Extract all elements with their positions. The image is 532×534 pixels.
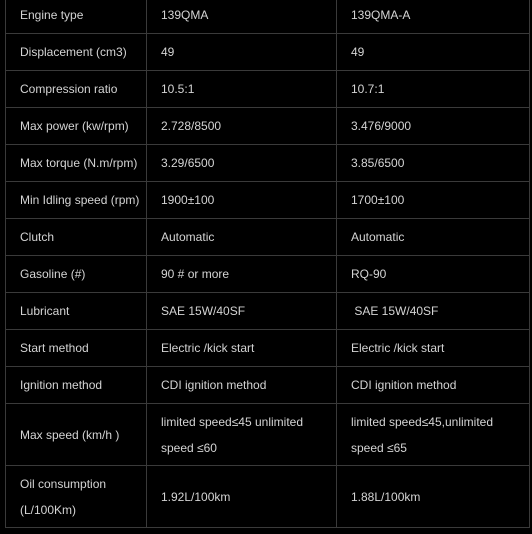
table-row: [6, 0, 530, 34]
cell-139qma-a: RQ-90: [337, 256, 530, 293]
row-label: Displacement (cm3): [6, 34, 147, 71]
cell-139qma: Electric /kick start: [147, 330, 337, 367]
table-row: [6, 219, 530, 256]
table-row: [6, 108, 530, 145]
cell-139qma-a: Automatic: [337, 219, 530, 256]
row-label: Max torque (N.m/rpm): [6, 145, 147, 182]
table-row: [6, 293, 530, 330]
table-row: [6, 182, 530, 219]
table-row: [6, 145, 530, 182]
row-label: Lubricant: [6, 293, 147, 330]
row-label: Max speed (km/h ): [6, 404, 147, 466]
row-label: Min Idling speed (rpm): [6, 182, 147, 219]
cell-139qma-a: [337, 293, 530, 330]
cell-139qma: limited speed≤45 unlimited speed ≤60: [147, 404, 337, 466]
cell-139qma-a: 3.476/9000: [337, 108, 530, 145]
cell-139qma: 3.29/6500: [147, 145, 337, 182]
cell-139qma: CDI ignition method: [147, 367, 337, 404]
cell-139qma-a: Electric /kick start: [337, 330, 530, 367]
spec-table: [5, 0, 530, 528]
cell-139qma: Automatic: [147, 219, 337, 256]
table-row: [6, 466, 530, 528]
row-label: Ignition method: [6, 367, 147, 404]
table-row: [6, 404, 530, 466]
row-label: Oil consumption (L/100Km): [6, 466, 147, 528]
cell-139qma: 139QMA: [147, 0, 337, 34]
table-row: [6, 330, 530, 367]
cell-139qma-a: 1.88L/100km: [337, 466, 530, 528]
cell-139qma: 1.92L/100km: [147, 466, 337, 528]
cell-139qma: 1900±100: [147, 182, 337, 219]
cell-139qma-a: 139QMA-A: [337, 0, 530, 34]
cell-139qma: 2.728/8500: [147, 108, 337, 145]
row-label: Engine type: [6, 0, 147, 34]
cell-139qma: SAE 15W/40SF: [147, 293, 337, 330]
cell-139qma-a: limited speed≤45,unlimited speed ≤65: [337, 404, 530, 466]
table-row: [6, 34, 530, 71]
row-label: Max power (kw/rpm): [6, 108, 147, 145]
cell-139qma-a: CDI ignition method: [337, 367, 530, 404]
cell-139qma-a: 10.7:1: [337, 71, 530, 108]
row-label: Compression ratio: [6, 71, 147, 108]
table-row: [6, 256, 530, 293]
row-label: Gasoline (#): [6, 256, 147, 293]
cell-139qma: 10.5:1: [147, 71, 337, 108]
cell-139qma-a: 49: [337, 34, 530, 71]
row-label: Clutch: [6, 219, 147, 256]
table-row: [6, 367, 530, 404]
cell-139qma: 49: [147, 34, 337, 71]
cell-139qma-a: 1700±100: [337, 182, 530, 219]
row-label: Start method: [6, 330, 147, 367]
cell-139qma: 90 # or more: [147, 256, 337, 293]
cell-139qma-a: 3.85/6500: [337, 145, 530, 182]
cell-text: SAE 15W/40SF: [351, 304, 439, 318]
table-row: [6, 71, 530, 108]
